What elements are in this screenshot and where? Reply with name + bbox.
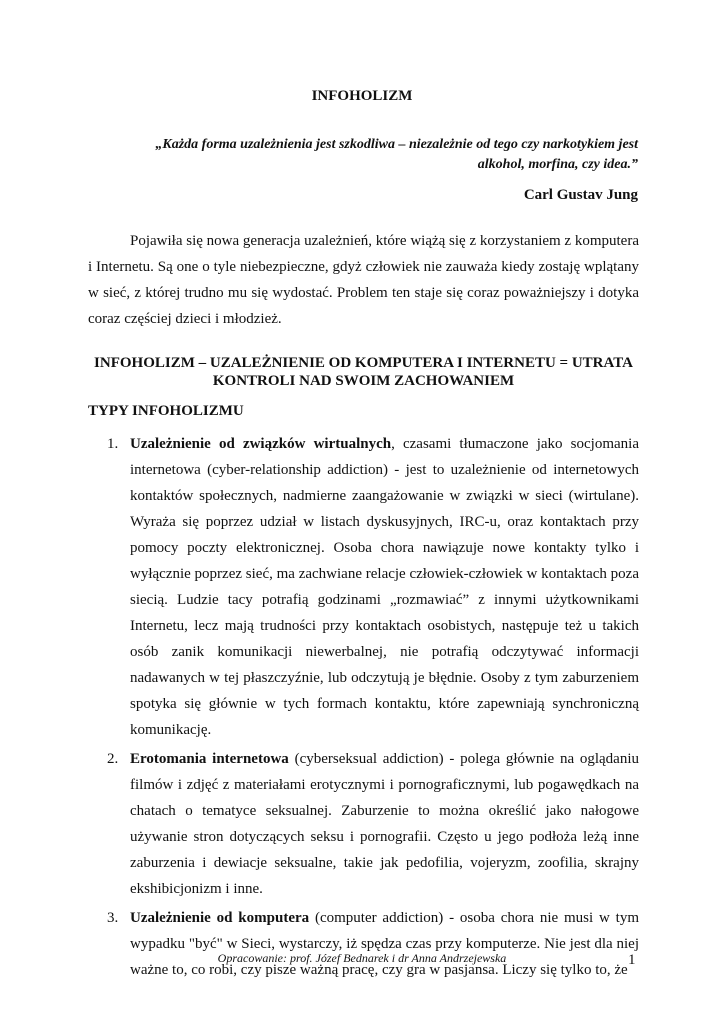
epigraph-quote [90,135,638,175]
list-item [88,431,639,743]
list-item-term: Erotomania internetowa [130,751,289,767]
quote-line-2: alkohol, morfina, czy idea.” [477,157,638,172]
section-heading-line-2: KONTROLI NAD SWOIM ZACHOWANIEM [212,373,515,389]
list-item-number: 2. [107,751,119,767]
list-item-text: , czasami tłumaczone jako socjomania internetowa (cyber-relationship addiction) - jest to uzależnienie od internetowych kontaktów społecznych, nadmierne zaangażowanie w związki w sieci (wirtulane). Wyraża się poprzez udział w listach dyskusyjnych, IRC-u, oraz kontaktach przy pomocy poczty elektronicznej. Osoba chora nawiązuje nowe kontakty tylko i wyłącznie poprzez sieć, ma zachwiane relacje człowiek-człowiek w kontaktach poza siecią. Ludzie tacy potrafią godzinami „rozmawiać” z innymi użytkownikami Internetu, lecz mają trudności przy kontaktach osobistych, następuje też u takich osób zanik komunikacji niewerbalnej, nie potrafią odczytywać informacji nadawanych w tej płaszczyźnie, lub odczytują je błędnie. Osoby z tym zaburzeniem spotyka się głównie w tych formach kontaktu, które zapewniają synchroniczną komunikację. [130,436,639,738]
list-item-term: Uzależnienie od związków wirtualnych [130,436,392,452]
subheading-types: TYPY INFOHOLIZMU [88,403,244,419]
list-item [88,746,639,902]
document-title: INFOHOLIZM [311,88,413,104]
list-item-number: 3. [107,910,119,926]
list-item-text: (computer addiction) - osoba chora nie musi w tym wypadku "być" w Sieci, wystarczy, iż spędza czas przy komputerze. Nie jest dla niej ważne to, co robi, czy pisze ważną pracę, czy gra w pasjansa. Liczy się tylko to, że [130,910,640,978]
quote-line-1: „Każda forma uzależnienia jest szkodliwa – niezależnie od tego czy narkotykiem jest [155,137,638,152]
list-item [88,905,639,983]
intro-paragraph: Pojawiła się nowa generacja uzależnień, które wiążą się z korzystaniem z komputera i Internetu. Są one o tyle niebezpieczne, gdyż człowiek nie zauważa kiedy zostaję wplątany w sieć, z której trudno mu się wydostać. Problem ten staje się coraz poważniejszy i dotyka coraz częściej dzieci i młodzież. [88,233,639,327]
page-number: 1 [628,952,636,968]
section-heading-line-1: INFOHOLIZM – UZALEŻNIENIE OD KOMPUTERA I INTERNETU = UTRATA [94,355,633,371]
section-heading [88,354,639,390]
list-item-number: 1. [107,436,119,452]
list-item-text: (cyberseksual addiction) - polega głównie na oglądaniu filmów i zdjęć z materiałami erotycznymi i pornograficznymi, lub pogawędkach na chatach o tematyce seksualnej. Zaburzenie to można określić jako nałogowe używanie stron dotyczących seksu i pornografii. Często u jego podłoża leżą inne zaburzenia i dewiacje seksualne, takie jak pedofilia, vojeryzm, zoofilia, skrajny ekshibicjonizm i inne. [130,751,640,897]
quote-author: Carl Gustav Jung [523,187,638,203]
page-footer: Opracowanie: prof. Józef Bednarek i dr Anna Andrzejewska [217,951,507,965]
addiction-types-list [88,431,639,986]
list-item-term: Uzależnienie od komputera [130,910,310,926]
